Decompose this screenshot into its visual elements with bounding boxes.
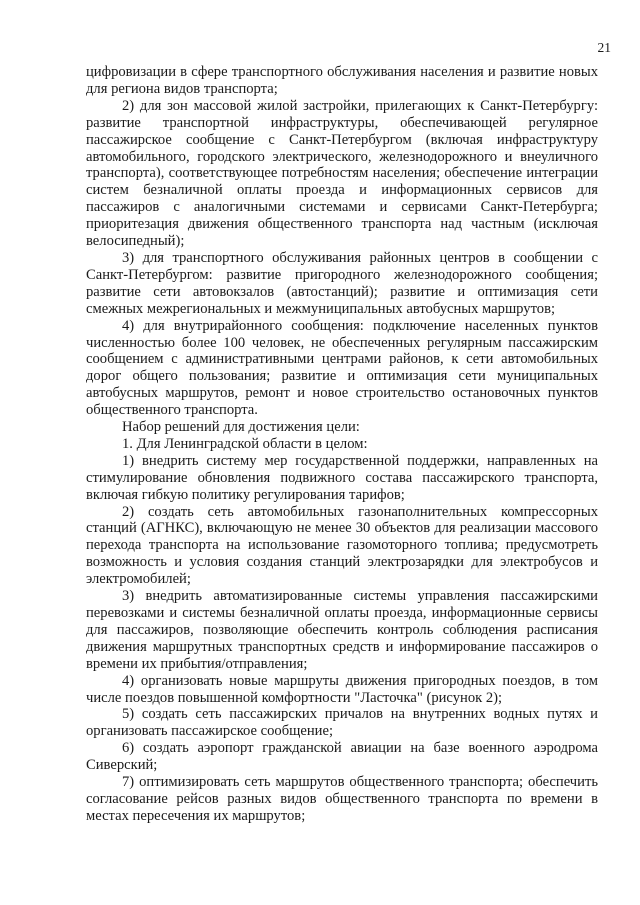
paragraph-region-heading: 1. Для Ленинградской области в целом: (122, 435, 368, 452)
body-text (86, 64, 598, 825)
paragraph-item-4-intra-district: 4) для внутрирайонного сообщения: подключение населенных пунктов численностью более 100 человек, не обеспеченных регулярным пассажирским сообщением с административными центрами районов, к сети автомобильных дорог общего пользования; развитие и оптимизация сети муниципальных автобусных маршрутов, ремонт и новое строительство остановочных пунктов общественного транспорта. (86, 317, 598, 419)
page-number: 21 (597, 40, 611, 55)
paragraph-item-3-district-centers: 3) для транспортного обслуживания районных центров в сообщении с Санкт-Петербургом: развитие пригородного железнодорожного сообщения; развитие сети автовокзалов (автостанций); развитие и оптимизация сети смежных межрегиональных и межмуниципальных автобусных маршрутов; (86, 249, 598, 317)
paragraph-solution-4: 4) организовать новые маршруты движения пригородных поездов, в том числе поездов повышенной комфортности "Ласточка" (рисунок 2); (86, 672, 598, 706)
paragraph-solution-5: 5) создать сеть пассажирских причалов на внутренних водных путях и организовать пассажирское сообщение; (86, 706, 598, 740)
paragraph-solution-1: 1) внедрить систему мер государственной поддержки, направленных на стимулирование обновления подвижного состава пассажирского транспорта, включая гибкую политику регулирования тарифов; (86, 452, 598, 503)
paragraph-solution-6: 6) создать аэропорт гражданской авиации на базе военного аэродрома Сиверский; (86, 740, 598, 774)
paragraph-item-2-residential-zones: 2) для зон массовой жилой застройки, прилегающих к Санкт-Петербургу: развитие транспортной инфраструктуры, обеспечивающей регулярное пассажирское сообщение с Санкт-Петербургом (включая инфраструктуру автомобильного, городского электрического, железнодорожного и внеуличного транспорта), соответствующее потребностям населения; обеспечение интеграции систем безналичной оплаты проезда и информационных сервисов для пассажиров с аналогичными системами и сервисами Санкт-Петербурга; приоритезация движения общественного транспорта над частным (исключая велосипедный); (86, 97, 598, 250)
paragraph-solution-2: 2) создать сеть автомобильных газонаполнительных компрессорных станций (АГНКС), включающую не менее 30 объектов для реализации массового перехода транспорта на использование газомоторного топлива; предусмотреть возможность и условия создания станций электрозарядки для электробусов и электромобилей; (86, 503, 598, 588)
paragraph-solution-3: 3) внедрить автоматизированные системы управления пассажирскими перевозками и системы безналичной оплаты проезда, информационные сервисы для пассажиров, позволяющие обеспечить контроль соблюдения расписания движения маршрутных транспортных средств и информирование пассажиров о времени их прибытия/отправления; (86, 588, 598, 672)
paragraph-solutions-heading: Набор решений для достижения цели: (122, 419, 360, 436)
paragraph-continuation: цифровизации в сфере транспортного обслуживания населения и развитие новых для региона видов транспорта; (86, 64, 598, 97)
paragraph-solution-7: 7) оптимизировать сеть маршрутов общественного транспорта; обеспечить согласование рейсов разных видов общественного транспорта по времени в местах пересечения их маршрутов; (86, 774, 598, 824)
